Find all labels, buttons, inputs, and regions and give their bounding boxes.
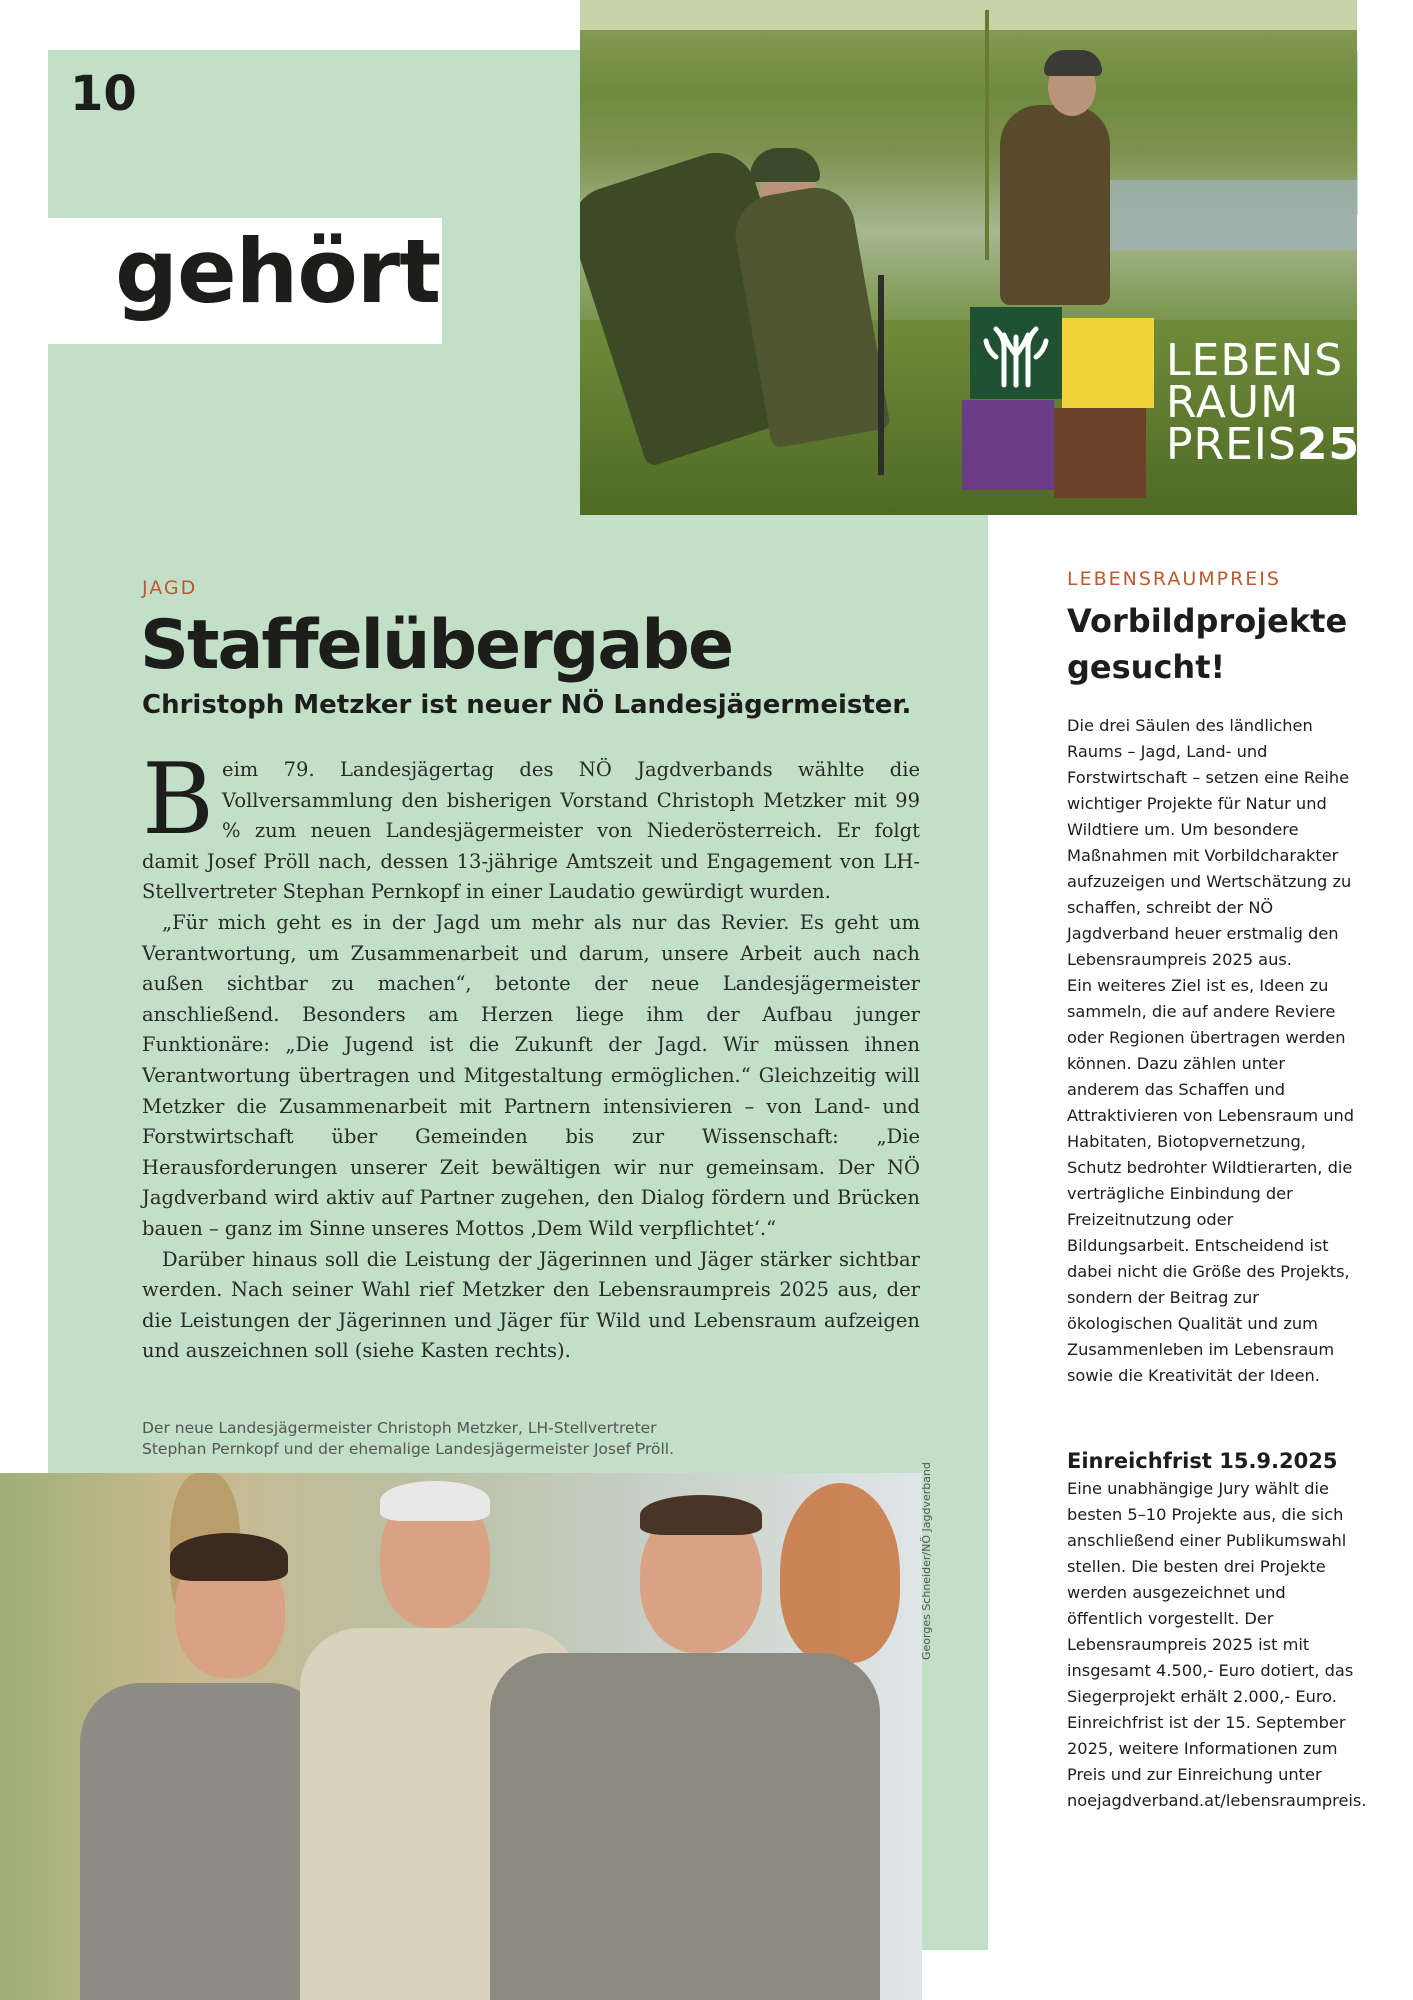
article-subtitle: Christoph Metzker ist neuer NÖ Landesjägermeister. bbox=[142, 690, 912, 720]
photo-credit: Georges Schneider/NÖ Jagdverband bbox=[920, 1462, 933, 1660]
three-men-handshake-photo bbox=[0, 1473, 922, 2000]
lebensraumpreis-logo-text: LEBENS RAUM PREIS25 bbox=[1166, 335, 1361, 470]
spade bbox=[878, 275, 884, 475]
fox-background bbox=[780, 1483, 900, 1663]
article-title: Staffelübergabe bbox=[140, 606, 733, 685]
sidebar-body bbox=[1067, 713, 1359, 1389]
sidebar-paragraph: Die drei Säulen des ländlichen Raums – Jagd, Land- und Forstwirtschaft – setzen eine Reihe wichtiger Projekte für Natur und Wildtiere um. Um besondere Maßnahmen mit Vorbildcharakter aufzuzeigen und Wertschätzung zu schaffen, schreibt der NÖ Jagdverband heuer erstmalig den Lebensraumpreis 2025 aus. bbox=[1067, 716, 1352, 969]
deadline-heading: Einreichfrist 15.9.2025 bbox=[1067, 1449, 1338, 1473]
man-right bbox=[490, 1653, 880, 2000]
sidebar-title: Vorbildprojekte gesucht! bbox=[1067, 602, 1348, 686]
man-left bbox=[80, 1683, 330, 2000]
article-kicker: JAGD bbox=[142, 577, 198, 599]
sapling bbox=[985, 10, 989, 260]
article-body bbox=[142, 743, 920, 1367]
article-paragraph: Darüber hinaus soll die Leistung der Jägerinnen und Jäger stärker sichtbar werden. Nach seiner Wahl rief Metzker den Lebensraumpreis 2025 aus, der die Leistungen der Jägerinnen und Jäger für Wild und Lebensraum aufzeigen und auszeichnen soll (siehe Kasten rechts). bbox=[142, 1247, 920, 1363]
sidebar-kicker: LEBENSRAUMPREIS bbox=[1067, 568, 1281, 590]
logo-brown-square bbox=[1054, 408, 1146, 498]
logo-yellow-square bbox=[1062, 318, 1154, 408]
article-paragraph: Beim 79. Landesjägertag des NÖ Jagdverbands wählte die Vollversammlung den bisherigen Vorstand Christoph Metzker mit 99 % zum neuen Landesjägermeister von Niederösterreich. Er folgt damit Josef Pröll nach, dessen 13-jährige Amtszeit und Engagement von LH-Stellvertreter Stephan Pernkopf in einer Laudatio gewürdigt wurden. bbox=[142, 743, 920, 904]
article-paragraph: „Für mich geht es in der Jagd um mehr als nur das Revier. Es geht um Verantwortung, um Zusammenarbeit und darum, unsere Arbeit auch nach außen sichtbar zu machen“, betonte der neue Landesjägermeister anschließend. Besonders am Herzen liege ihm der Aufbau junger Funktionäre: „Die Jugend ist die Zukunft der Jagd. Wir müssen ihnen Verantwortung übertragen und Mitgestaltung ermöglichen.“ Gleichzeitig will Metzker die Zusammenarbeit mit Partnern intensivieren – von Land- und Forstwirtschaft über Gemeinden bis zur Wissenschaft: „Die Herausforderungen unserer Zeit bewältigen wir nur gemeinsam. Der NÖ Jagdverband wird aktiv auf Partner zugehen, den Dialog fördern und Brücken bauen – ganz im Sinne unseres Mottos ‚Dem Wild verpflichtet‘.“ bbox=[142, 910, 920, 1240]
photo-caption: Der neue Landesjägermeister Christoph Metzker, LH-Stellvertreter Stephan Pernkopf und der ehemalige Landesjägermeister Josef Pröll. bbox=[142, 1419, 675, 1458]
sidebar-paragraph: Eine unabhängige Jury wählt die besten 5–10 Projekte aus, die sich anschließend einer Publikumswahl stellen. Die besten drei Projekte werden ausgezeichnet und öffentlich vorgestellt. Der Lebensraumpreis 2025 ist mit insgesamt 4.500,- Euro dotiert, das Siegerprojekt erhält 2.000,- Euro. Einreichfrist ist der 15. September 2025, weitere Informationen zum Preis und zur Einreichung unter noejagdverband.at/lebensraumpreis. bbox=[1067, 1479, 1367, 1810]
sidebar-paragraph: Ein weiteres Ziel ist es, Ideen zu sammeln, die auf andere Reviere oder Regionen übertragen werden können. Dazu zählen unter anderem das Schaffen und Attraktivieren von Lebensraum und Habitaten, Biotopvernetzung, Schutz bedrohter Wildtierarten, die verträgliche Einbindung der Freizeitnutzung oder Bildungsarbeit. Entscheidend ist dabei nicht die Größe des Projekts, sondern der Beitrag zur ökologischen Qualität und zum Zusammenleben im Lebensraum sowie die Kreativität der Ideen. bbox=[1067, 976, 1355, 1385]
drop-cap: B bbox=[142, 743, 215, 857]
section-word: gehört bbox=[115, 220, 441, 323]
page-number: 10 bbox=[70, 66, 137, 122]
tree-logo-icon bbox=[970, 307, 1062, 399]
logo-purple-square bbox=[962, 400, 1054, 490]
sidebar-deadline-box bbox=[1067, 1448, 1367, 1814]
woman-figure bbox=[1000, 105, 1110, 305]
